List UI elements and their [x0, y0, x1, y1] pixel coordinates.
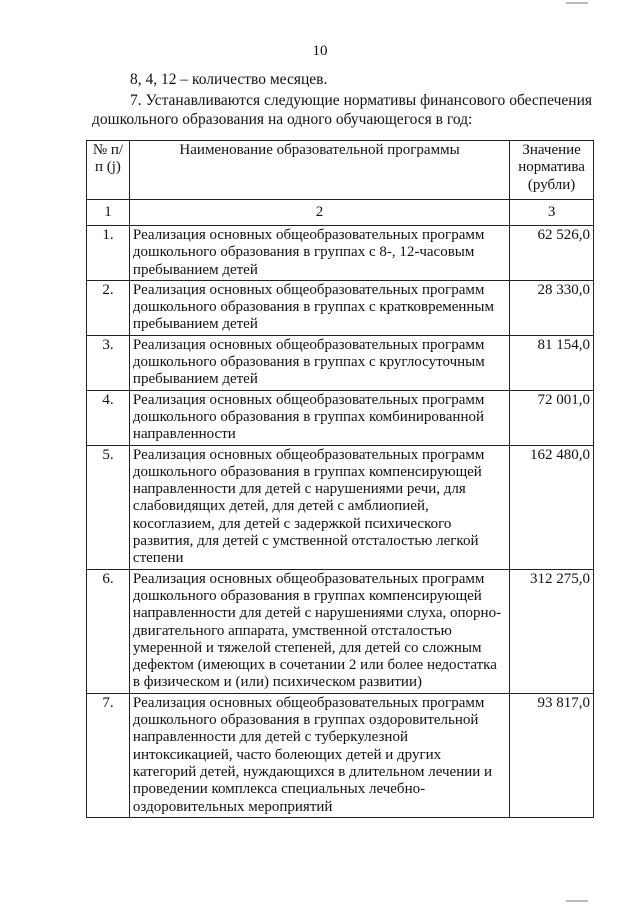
page-number: 10 [312, 43, 328, 59]
norm-value: 28 330,0 [510, 280, 594, 335]
program-name: Реализация основных общеобразовательных программ дошкольного образования в группах с кратковременным пребыванием детей [129, 280, 509, 335]
scan-mark-bottom [566, 900, 588, 902]
program-name: Реализация основных общеобразовательных программ дошкольного образования в группах компенсирующей направленности для детей с нарушениями слуха, опорно-двигательного аппарата, умственной отсталостью умеренной и тяжелой степеней, для детей со сложным дефектом (имеющих в сочетании 2 или более недостатка в физическом и (или) психическом развитии) [129, 569, 509, 693]
row-number: 5. [87, 445, 130, 569]
column-index-row [87, 200, 594, 226]
row-number: 4. [87, 390, 130, 445]
row-number: 2. [87, 280, 130, 335]
program-name: Реализация основных общеобразовательных программ дошкольного образования в группах оздоровительной направленности для детей с туберкулезной интоксикацией, часто болеющих детей и других категорий детей, нуждающихся в длительном лечении и проведении комплекса специальных лечебно-оздоровительных мероприятий [129, 693, 509, 817]
table-row [87, 569, 594, 693]
column-index: 1 [87, 200, 130, 226]
table-row [87, 390, 594, 445]
row-number: 3. [87, 335, 130, 390]
norm-value: 81 154,0 [510, 335, 594, 390]
header-program-name: Наименование образовательной программы [129, 141, 509, 200]
norms-table [86, 140, 594, 818]
scan-mark-top [566, 2, 588, 4]
norm-value: 62 526,0 [510, 226, 594, 281]
program-name: Реализация основных общеобразовательных программ дошкольного образования в группах с 8-, 12-часовым пребыванием детей [129, 226, 509, 281]
norm-value: 312 275,0 [510, 569, 594, 693]
row-number: 1. [87, 226, 130, 281]
paragraph-months: 8, 4, 12 – количество месяцев. [130, 71, 328, 88]
table-header-row [87, 141, 594, 200]
norm-value: 162 480,0 [510, 445, 594, 569]
column-index: 3 [510, 200, 594, 226]
program-name: Реализация основных общеобразовательных программ дошкольного образования в группах комбинированной направленности [129, 390, 509, 445]
table-row [87, 445, 594, 569]
table-row [87, 693, 594, 817]
norm-value: 93 817,0 [510, 693, 594, 817]
table-row [87, 335, 594, 390]
row-number: 6. [87, 569, 130, 693]
paragraph-norms-intro: 7. Устанавливаются следующие нормативы финансового обеспечения дошкольного образования на одного обучающегося в год: [92, 92, 592, 128]
column-index: 2 [129, 200, 509, 226]
row-number: 7. [87, 693, 130, 817]
norm-value: 72 001,0 [510, 390, 594, 445]
table-row [87, 226, 594, 281]
program-name: Реализация основных общеобразовательных программ дошкольного образования в группах с круглосуточным пребыванием детей [129, 335, 509, 390]
header-norm-value: Значение норматива (рубли) [510, 141, 594, 200]
header-number: № п/п (j) [87, 141, 130, 200]
program-name: Реализация основных общеобразовательных программ дошкольного образования в группах компенсирующей направленности для детей с нарушениями речи, для слабовидящих детей, для детей с амблиопией, косоглазием, для детей с задержкой психического развития, для детей с умственной отсталостью легкой степени [129, 445, 509, 569]
table-row [87, 280, 594, 335]
